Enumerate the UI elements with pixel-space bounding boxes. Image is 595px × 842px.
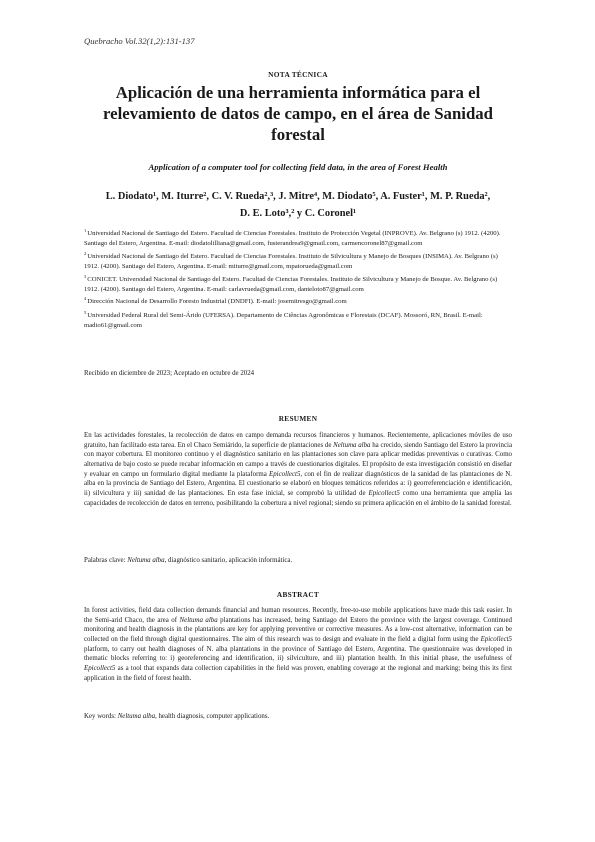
abstract-keywords <box>84 713 512 720</box>
article-type: NOTA TÉCNICA <box>268 70 328 79</box>
abstract-text: In forest activities, field data collection demands financial and human resources. Recently, free-to-use mobile applications have made this task easier. In the Semi-arid Chaco, the area of <box>84 607 512 624</box>
affiliation <box>84 249 512 272</box>
affiliation-number: 4 <box>84 296 87 302</box>
resumen-text: En las actividades forestales, la recolección de datos en campo demanda recursos financieros y humanos. Recientemente, aplicaciones móviles de uso gratuito, han facilitado esta tarea. En el Chaco Semiárido, la superficie de plantaciones de <box>84 432 512 449</box>
platform-name: Epicollect5 <box>84 664 116 672</box>
affiliation-number: 2 <box>84 250 87 256</box>
affiliation <box>84 272 512 295</box>
english-title: Application of a computer tool for collecting field data, in the area of Forest Health <box>148 162 448 172</box>
abstract-text: platform, to carry out health diagnoses of N. alba plantations in the province of Santiago del Estero, Argentina. The questionnaire was developed in thematic blocks referring to: i) georeferencing and identification, ii) silviculture, and iii) plantation health. In this initial phase, the usefulness of <box>84 645 512 663</box>
platform-name: Epicollect5 <box>480 635 512 643</box>
received-dates: Recibido en diciembre de 2023; Aceptado en octubre de 2024 <box>84 370 255 377</box>
resumen-heading: RESUMEN <box>278 414 318 423</box>
affiliation-number: 1 <box>84 228 87 233</box>
keywords-text: , health diagnosis, computer applications. <box>155 713 270 720</box>
title-line: Aplicación de una herramienta informática para el <box>115 83 481 102</box>
affiliation <box>84 226 512 249</box>
keywords-text: , diagnóstico sanitario, aplicación informática. <box>164 557 293 564</box>
article-title <box>84 82 512 145</box>
journal-header: Quebracho Vol.32(1,2):131-137 <box>84 36 195 46</box>
title-line: relevamiento de datos de campo, en el área de Sanidad <box>103 104 493 123</box>
affiliation-text: Universidad Nacional de Santiago del Estero. Facultad de Ciencias Forestales. Instituto de Silvicultura y Manejo de Bosques (INSIMA). Av. Belgrano (s) 1912. (4200). Santiago del Estero, Argentina. E-mail: miturre@gmail.com, mpatorueda@gmail.com <box>84 253 498 270</box>
resumen-text: ha crecido, siendo Santiago del Estero la provincia con mayor cobertura. El monitoreo continuo y el diagnóstico sanitario en las plantaciones son clave para aplicar medidas preventivas o curativas. Como alternativa de bajo costo se puede recabar información en campo a través de cuestionarios digitales. El propósito de esta investigación consistió en diseñar y evaluar en campo un formulario digital mediante la plataforma <box>84 441 513 478</box>
abstract-text: plantations has increased, being Santiago del Estero the province with the largest coverage. Continued monitoring and health diagnosis in the plantations are key for applying preventive or corrective measures. As a low-cost alternative, information can be collected on the field through digital questionnaires. The aim of this research was to design and evaluate in the field a digital form using the <box>84 616 512 643</box>
species-name: Neltuma alba <box>333 441 371 449</box>
author-line: L. Diodato¹, M. Iturre², C. V. Rueda²,³, J. Mitre⁴, M. Diodato⁵, A. Fuster¹, M. P. Rueda², <box>105 191 491 202</box>
affiliation <box>84 294 512 307</box>
resumen-text: , con el fin de realizar diagnósticos de la sanidad de las plantaciones de N. alba en la provincia de Santiago del Estero, Argentina. El cuestionario se elaboró en bloques temáticos referidos a: i) georreferenciación e identificación, ii) silvicultura y iii) sanidad de las plantaciones. En esta fase inicial, se comprobó la utilidad de <box>84 470 512 497</box>
platform-name: Epicollect5 <box>368 489 400 497</box>
affiliation-text: Dirección Nacional de Desarrollo Foresto Industrial (DNDFI). E-mail: josemitresgo@gmail.com <box>87 298 347 306</box>
abstract-heading: ABSTRACT <box>276 590 320 599</box>
affiliation-text: Universidad Nacional de Santiago del Estero. Facultad de Ciencias Forestales. Instituto de Protección Vegetal (INPROVE). Av. Belgrano (s) 1912. (4200). Santiago del Estero, Argentina. E-mail: diodatolilliana@gmail.com, fusterandrea9@gmail.com, carmencoronel87@gmail.com <box>84 230 501 248</box>
resumen-paragraph <box>84 431 512 508</box>
affiliations <box>84 226 512 330</box>
abstract-paragraph <box>84 606 512 683</box>
affiliation <box>84 308 512 331</box>
author-line: D. E. Loto³,² y C. Coronel¹ <box>239 208 357 219</box>
affiliation-number: 5 <box>84 309 87 315</box>
platform-name: Epicollect5 <box>269 470 301 478</box>
species-name: Neltuma alba <box>179 616 218 624</box>
affiliation-text: Universidad Federal Rural del Semi-Árido (UFERSA). Departamento de Ciências Agronômicas e Florestais (DCAF). Mossoró, RN, Brasil. E-mail: madio61@gmail.com <box>84 311 483 329</box>
abstract-text: as a tool that expands data collection capabilities in the field was proven, enabling coverage at the regional and marking; being this its first application in the field of forest health. <box>84 664 512 682</box>
resumen-text: como una herramienta que amplía las capacidades de recolección de datos en terreno, posibilitando la cobertura a nivel regional; siendo su primera aplicación en el ámbito de la sanidad forestal. <box>84 489 512 507</box>
affiliation-text: CONICET. Universidad Nacional de Santiago del Estero. Facultad de Ciencias Forestales. Instituto de Silvicultura y Manejo de Bosque. Av. Belgrano (s) 1912. (4200). Santiago del Estero, Argentina. E-mail: carlavrueda@gmail.com, danteloto87@gmail.com <box>84 275 498 293</box>
keyword-species: Neltuma alba <box>127 557 165 564</box>
keyword-species: Neltuma alba <box>117 713 156 720</box>
keywords-label: Palabras clave: <box>84 557 128 564</box>
keywords-label: Key words: <box>84 713 118 720</box>
resumen-keywords <box>84 557 512 564</box>
affiliation-number: 3 <box>84 273 87 279</box>
title-line: forestal <box>271 125 325 144</box>
author-list <box>84 188 512 222</box>
